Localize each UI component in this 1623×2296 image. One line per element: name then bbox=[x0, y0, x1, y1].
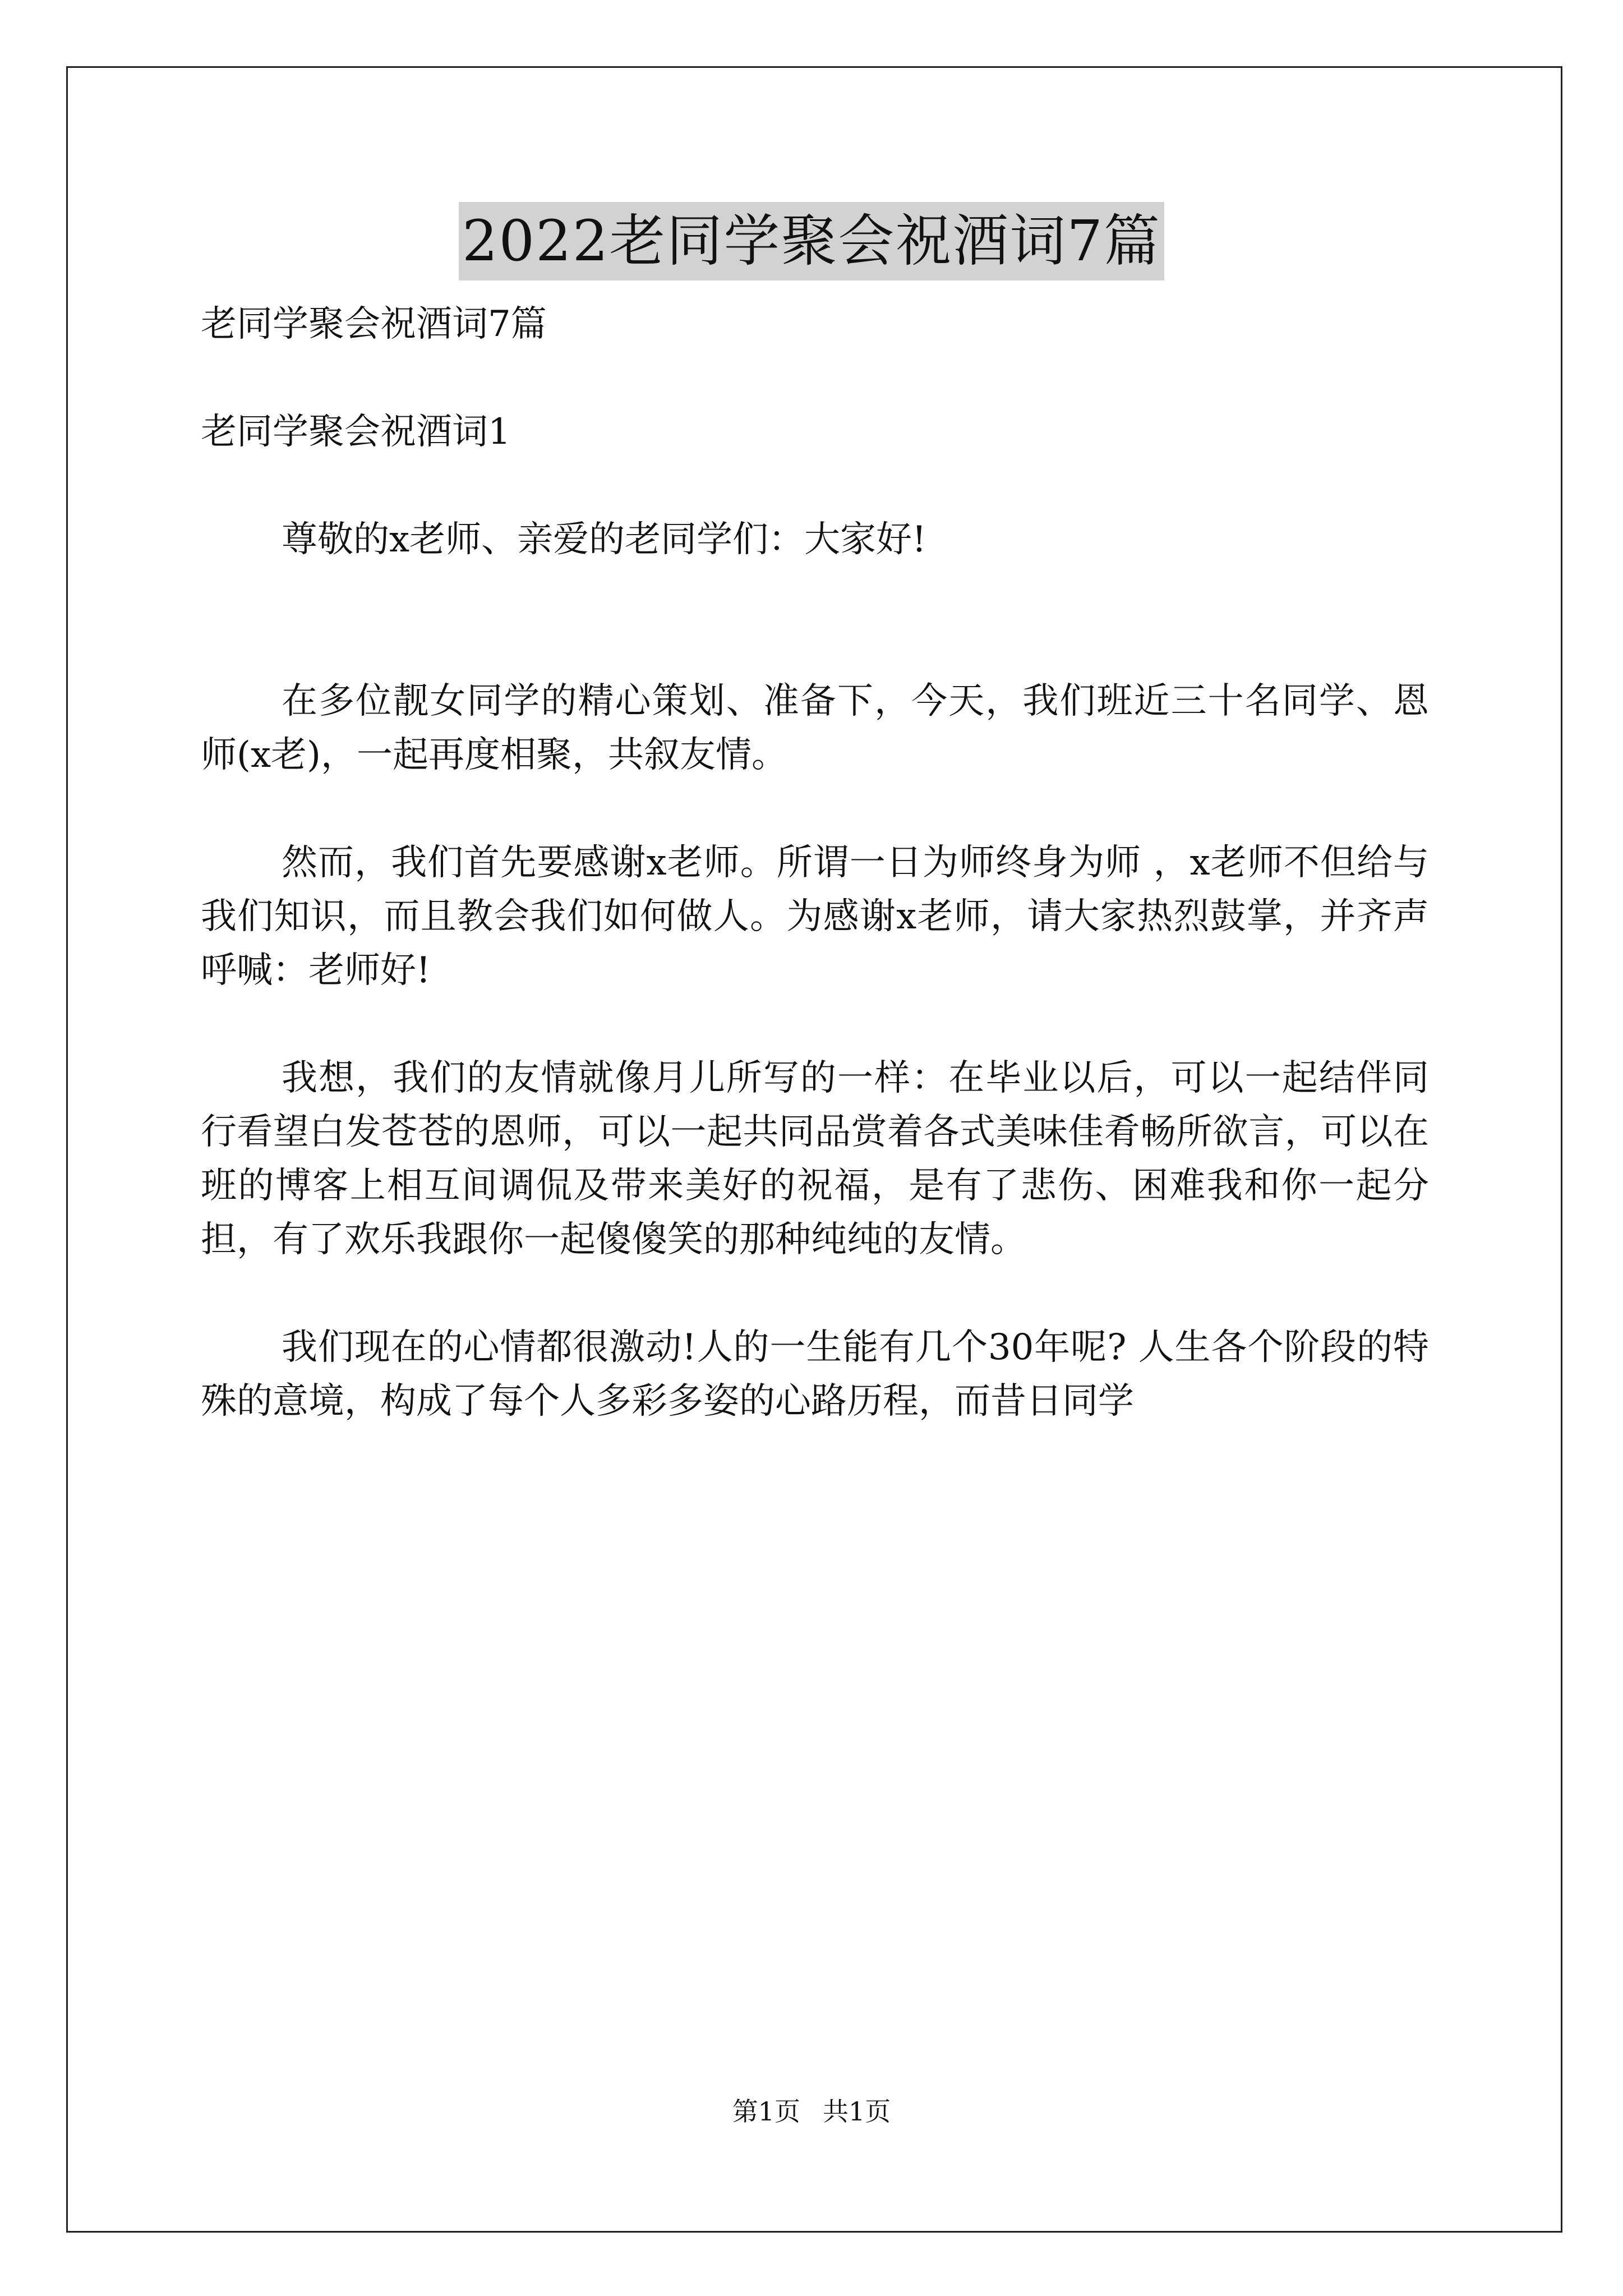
subtitle: 老同学聚会祝酒词7篇 bbox=[201, 303, 547, 345]
paragraph: 在多位靓女同学的精心策划、准备下，今天，我们班近三十名同学、恩师(x老)，一起再度相聚，共叙友情。 bbox=[201, 680, 1429, 776]
paragraph: 我们现在的心情都很激动!人的一生能有几个30年呢? 人生各个阶段的特殊的意境，构成了每个人多彩多姿的心路历程，而昔日同学 bbox=[201, 1327, 1429, 1422]
paragraph: 我想，我们的友情就像月儿所写的一样：在毕业以后，可以一起结伴同行看望白发苍苍的恩师，可以一起共同品赏着各式美味佳肴畅所欲言，可以在班的博客上相互间调侃及带来美好的祝福，是有了悲伤、困难我和你一起分担，有了欢乐我跟你一起傻傻笑的那种纯纯的友情。 bbox=[201, 1057, 1429, 1260]
document-title: 2022老同学聚会祝酒词7篇 bbox=[459, 202, 1164, 280]
page-number-current: 第1页 bbox=[732, 2096, 800, 2127]
paragraph: 然而，我们首先要感谢x老师。所谓一日为师终身为师 ，x老师不但给与我们知识，而且教会我们如何做人。为感谢x老师，请大家热烈鼓掌，并齐声呼喊：老师好! bbox=[201, 842, 1429, 991]
document-body bbox=[201, 297, 1429, 1482]
paragraph-greeting: 尊敬的x老师、亲爱的老同学们：大家好! bbox=[282, 519, 926, 560]
title-container bbox=[0, 202, 1623, 280]
page-footer bbox=[0, 2095, 1623, 2128]
page-number-total: 共1页 bbox=[823, 2096, 891, 2127]
section-heading: 老同学聚会祝酒词1 bbox=[201, 411, 511, 453]
